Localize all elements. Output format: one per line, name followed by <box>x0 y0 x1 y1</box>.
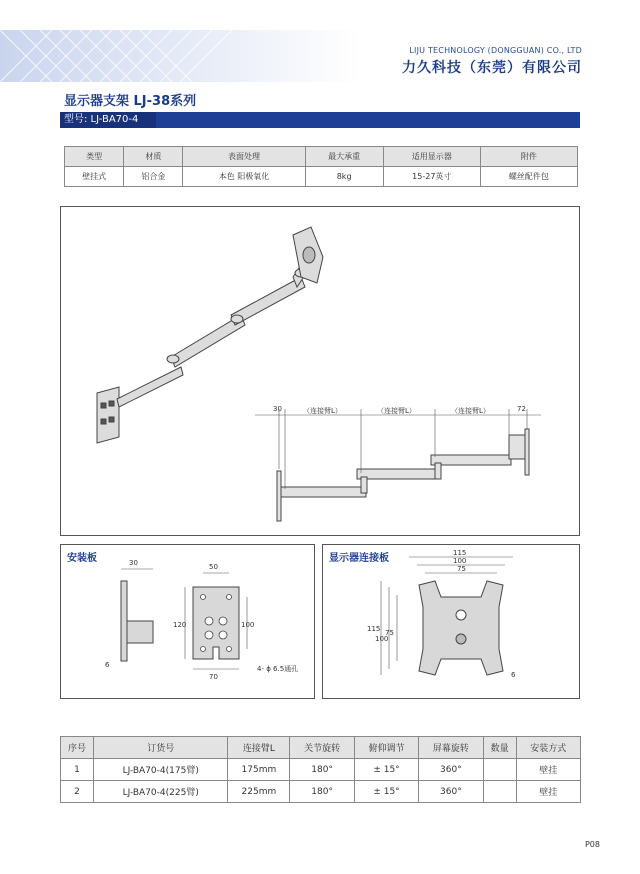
main-drawing-box <box>60 206 580 536</box>
order-cell: 180° <box>290 759 354 781</box>
page-number: P08 <box>584 840 600 849</box>
dim-label: 6 <box>511 671 516 679</box>
order-cell <box>483 781 516 803</box>
order-header-cell: 安装方式 <box>516 737 580 759</box>
order-table <box>60 736 581 803</box>
order-cell <box>483 759 516 781</box>
spec-value-cell: 15-27英寸 <box>383 167 480 187</box>
order-header-cell: 屏幕旋转 <box>419 737 483 759</box>
order-header-cell: 俯仰调节 <box>354 737 418 759</box>
order-cell: ± 15° <box>354 759 418 781</box>
model-bar <box>60 112 580 128</box>
dim-label: 75 <box>457 565 466 573</box>
order-header-cell: 关节旋转 <box>290 737 354 759</box>
dim-label: 72 <box>517 405 526 413</box>
order-cell: 壁挂 <box>516 759 580 781</box>
order-cell: 2 <box>61 781 94 803</box>
order-cell: 360° <box>419 759 483 781</box>
hole-note: 4- ϕ 6.5通孔 <box>257 665 299 673</box>
spec-value-cell: 壁挂式 <box>65 167 124 187</box>
arm-illustration <box>97 227 323 443</box>
spec-header-cell: 最大承重 <box>305 147 383 167</box>
order-cell: 225mm <box>228 781 290 803</box>
dim-label: 100 <box>375 635 389 643</box>
dim-label: （连接臂L） <box>377 407 416 415</box>
spec-header-cell: 适用显示器 <box>383 147 480 167</box>
order-cell: 1 <box>61 759 94 781</box>
spec-table <box>64 146 578 187</box>
table-row <box>61 781 581 803</box>
monitor-plate-label: 显示器连接板 <box>329 553 389 564</box>
order-header-cell: 序号 <box>61 737 94 759</box>
order-header-cell: 数量 <box>483 737 516 759</box>
order-header-cell: 订货号 <box>94 737 228 759</box>
dim-label: 115 <box>453 549 467 557</box>
dim-label: 30 <box>129 559 138 567</box>
spec-header-cell: 表面处理 <box>183 147 305 167</box>
company-block <box>402 46 582 77</box>
spec-value-cell: 螺丝配件包 <box>480 167 577 187</box>
order-cell: LJ-BA70-4(225臂) <box>94 781 228 803</box>
order-cell: 360° <box>419 781 483 803</box>
order-cell: 壁挂 <box>516 781 580 803</box>
company-name-cn: 力久科技（东莞）有限公司 <box>402 60 582 76</box>
spec-value-cell: 本色 阳极氧化 <box>183 167 305 187</box>
mount-plate-drawing <box>61 545 314 698</box>
header-pattern <box>0 30 360 82</box>
monitor-plate-box <box>322 544 580 699</box>
table-row <box>61 759 581 781</box>
mount-plate-box <box>60 544 315 699</box>
order-cell: LJ-BA70-4(175臂) <box>94 759 228 781</box>
order-header-row <box>61 737 581 759</box>
spec-header-cell: 附件 <box>480 147 577 167</box>
dim-label: 115 <box>367 625 381 633</box>
dim-label: 100 <box>241 621 255 629</box>
monitor-plate-drawing <box>323 545 579 698</box>
order-cell: ± 15° <box>354 781 418 803</box>
company-name-en: LIJU TECHNOLOGY (DONGGUAN) CO., LTD <box>409 46 582 55</box>
side-elevation <box>277 429 529 521</box>
product-drawing <box>61 207 579 535</box>
dim-label: 30 <box>273 405 282 413</box>
model-label: 型号: LJ-BA70-4 <box>60 112 156 128</box>
spec-value-cell: 铝合金 <box>124 167 183 187</box>
dim-label: 120 <box>173 621 187 629</box>
dim-label: 70 <box>209 673 218 681</box>
order-header-cell: 连接臂L <box>228 737 290 759</box>
dim-label: 50 <box>209 563 218 571</box>
order-cell: 180° <box>290 781 354 803</box>
spec-header-cell: 类型 <box>65 147 124 167</box>
spec-header-row <box>65 147 578 167</box>
dim-label: 6 <box>105 661 110 669</box>
mount-plate-label: 安装板 <box>67 553 97 564</box>
dim-label: （连接臂L） <box>303 407 342 415</box>
spec-header-cell: 材质 <box>124 147 183 167</box>
dim-label: 75 <box>385 629 394 637</box>
spec-value-cell: 8kg <box>305 167 383 187</box>
dim-label: 100 <box>453 557 467 565</box>
page-title: 显示器支架 LJ-38系列 <box>64 94 197 109</box>
order-cell: 175mm <box>228 759 290 781</box>
dim-label: （连接臂L） <box>451 407 490 415</box>
spec-value-row <box>65 167 578 187</box>
